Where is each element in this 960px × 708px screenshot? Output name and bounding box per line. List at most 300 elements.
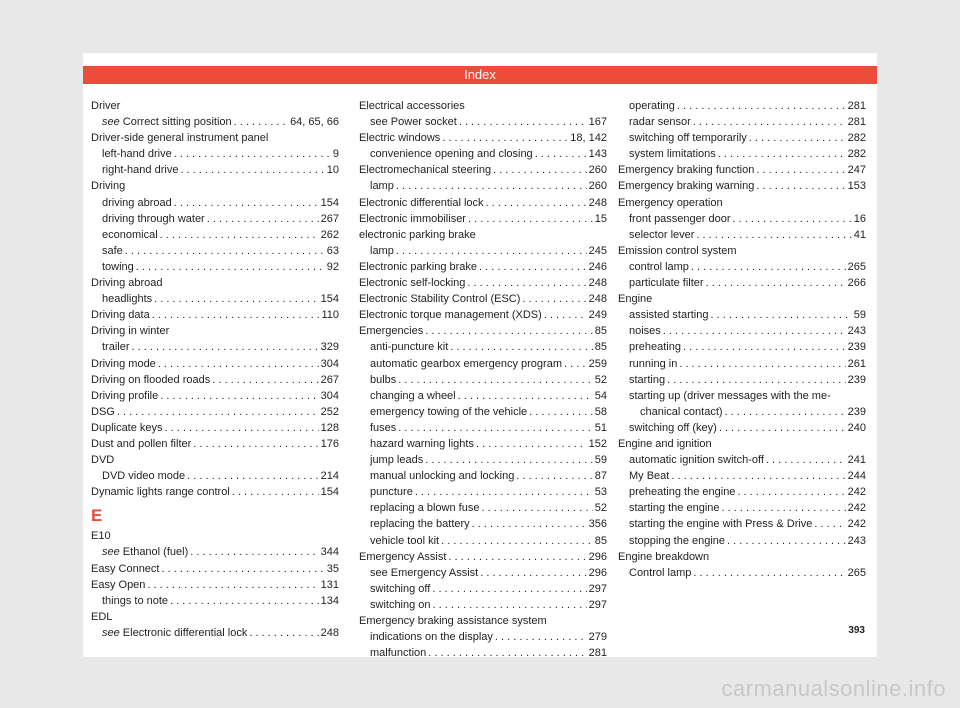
index-subentry	[359, 356, 607, 372]
index-entry	[618, 178, 866, 194]
leader-dots	[522, 291, 586, 307]
entry-text: trailer	[102, 341, 130, 354]
index-entry	[359, 323, 607, 339]
index-subentry	[618, 259, 866, 275]
entry-label	[618, 178, 754, 194]
leader-dots	[396, 178, 587, 194]
leader-dots	[415, 484, 593, 500]
entry-label	[102, 593, 168, 609]
leader-dots	[467, 275, 586, 291]
index-entry	[359, 98, 607, 114]
index-subentry	[618, 356, 866, 372]
leader-dots	[667, 372, 846, 388]
index-subentry	[618, 420, 866, 436]
entry-page-ref: 16	[853, 212, 866, 225]
entry-text: Electronic self-locking	[359, 277, 466, 290]
leader-dots	[737, 484, 845, 500]
entry-text: Driver	[91, 100, 121, 112]
entry-label	[618, 549, 709, 565]
entry-text: fuses	[370, 421, 397, 434]
entry-page-ref: 58	[594, 405, 607, 418]
entry-page-ref: 259	[588, 357, 607, 370]
leader-dots	[249, 625, 318, 641]
leader-dots	[663, 323, 846, 339]
entry-page-ref: 85	[594, 534, 607, 547]
entry-text: Emission control system	[618, 244, 737, 257]
index-subentry	[618, 146, 866, 162]
leader-dots	[165, 420, 319, 436]
leader-dots	[398, 372, 592, 388]
entry-text: Electronic differential lock	[119, 626, 248, 639]
entry-text: switching off (key)	[629, 421, 717, 434]
entry-text: system limitations	[629, 148, 716, 161]
entry-label	[629, 227, 694, 243]
entry-label	[370, 243, 394, 259]
index-subentry	[91, 146, 339, 162]
index-entry	[91, 452, 339, 468]
entry-label	[618, 291, 652, 307]
leader-dots	[486, 195, 587, 211]
index-subentry	[618, 468, 866, 484]
entry-text: Engine breakdown	[618, 550, 710, 563]
index-subentry	[359, 581, 607, 597]
index-page	[83, 53, 877, 660]
entry-label	[91, 178, 125, 194]
index-subentry	[618, 388, 866, 404]
entry-page-ref: 54	[594, 389, 607, 402]
entry-text: towing	[102, 260, 134, 273]
entry-text: Electromechanical steering	[359, 164, 492, 177]
index-subentry	[618, 484, 866, 500]
entry-label	[359, 227, 476, 243]
leader-dots	[170, 593, 319, 609]
leader-dots	[174, 195, 319, 211]
entry-text: Emergency operation	[618, 196, 723, 209]
entry-page-ref: 63	[326, 244, 339, 257]
entry-label	[91, 388, 158, 404]
entry-page-ref: 154	[320, 196, 339, 209]
entry-label	[629, 533, 725, 549]
entry-label	[370, 404, 527, 420]
entry-text: switching off	[370, 582, 431, 595]
entry-text: control lamp	[629, 260, 689, 273]
entry-label	[359, 275, 465, 291]
entry-page-ref: 51	[594, 421, 607, 434]
entry-label	[359, 291, 520, 307]
entry-page-ref: 265	[847, 260, 866, 273]
leader-dots	[493, 162, 587, 178]
entry-label	[91, 307, 150, 323]
index-subentry	[359, 146, 607, 162]
index-subentry	[359, 533, 607, 549]
entry-text: hazard warning lights	[370, 437, 474, 450]
leader-dots	[476, 436, 587, 452]
entry-label	[629, 307, 708, 323]
entry-text: operating	[629, 100, 675, 112]
index-entry	[91, 388, 339, 404]
entry-text: left-hand drive	[102, 148, 172, 161]
entry-text: stopping the engine	[629, 534, 726, 547]
index-subentry	[91, 195, 339, 211]
entry-label	[102, 625, 247, 641]
entry-text: Driver-side general instrument panel	[91, 132, 269, 145]
leader-dots	[174, 146, 331, 162]
entry-text: Dynamic lights range control	[91, 486, 230, 499]
index-entry	[618, 243, 866, 259]
index-subentry	[91, 227, 339, 243]
entry-page-ref: 245	[588, 244, 607, 257]
index-subentry	[359, 404, 607, 420]
entry-text: replacing a blown fuse	[370, 502, 480, 515]
entry-label	[629, 468, 669, 484]
entry-page-ref: 110	[321, 309, 339, 322]
leader-dots	[425, 323, 593, 339]
entry-text: starting	[629, 373, 666, 386]
index-entry	[91, 307, 339, 323]
entry-page-ref: 239	[847, 341, 866, 354]
entry-label	[618, 162, 754, 178]
index-subentry	[359, 452, 607, 468]
leader-dots	[125, 243, 325, 259]
leader-dots	[679, 356, 845, 372]
index-entry	[91, 130, 339, 146]
entry-label	[629, 259, 689, 275]
index-entry	[359, 613, 607, 629]
entry-label	[629, 146, 716, 162]
leader-dots	[396, 243, 587, 259]
entry-page-ref: 242	[847, 518, 866, 531]
entry-page-ref: 143	[588, 148, 607, 161]
entry-label	[618, 195, 723, 211]
entry-page-ref: 214	[320, 470, 339, 483]
entry-text: Correct sitting position	[119, 116, 232, 129]
entry-page-ref: 9	[332, 148, 339, 161]
index-entry	[91, 356, 339, 372]
index-subentry	[359, 372, 607, 388]
entry-page-ref: 59	[853, 309, 866, 322]
entry-text: Driving profile	[91, 389, 159, 402]
entry-text: vehicle tool kit	[370, 534, 440, 547]
entry-text: E10	[91, 530, 111, 543]
leader-dots	[472, 516, 587, 532]
index-entry	[618, 291, 866, 307]
entry-page-ref: 85	[594, 325, 607, 338]
index-subentry	[91, 162, 339, 178]
index-entry	[359, 227, 607, 243]
entry-page-ref: 240	[847, 421, 866, 434]
entry-text: Electronic torque management (XDS)	[359, 309, 542, 322]
entry-label	[359, 162, 491, 178]
index-entry	[91, 323, 339, 339]
entry-text: manual unlocking and locking	[370, 470, 515, 483]
entry-label	[629, 211, 731, 227]
entry-label	[91, 420, 163, 436]
leader-dots	[450, 339, 592, 355]
entry-label	[370, 339, 448, 355]
entry-page-ref: 297	[588, 582, 607, 595]
entry-page-ref: 297	[588, 598, 607, 611]
entry-text: Driving data	[91, 309, 150, 322]
entry-page-ref: 267	[320, 212, 339, 225]
index-entry	[359, 549, 607, 565]
leader-dots	[117, 404, 319, 420]
entry-label	[91, 356, 156, 372]
leader-dots	[190, 544, 318, 560]
entry-text: Dust and pollen filter	[91, 437, 192, 450]
index-subentry	[618, 307, 866, 323]
entry-text: right-hand drive	[102, 164, 179, 177]
entry-text: Engine	[618, 293, 653, 306]
see-reference: see	[102, 546, 120, 559]
entry-text: DVD	[91, 454, 115, 467]
entry-text: radar sensor	[629, 116, 691, 129]
see-reference: see	[102, 626, 120, 639]
index-subentry	[359, 645, 607, 661]
entry-label	[629, 323, 661, 339]
entry-label	[370, 372, 396, 388]
index-entry	[91, 98, 339, 114]
entry-page-ref: 10	[326, 164, 339, 177]
leader-dots	[479, 259, 587, 275]
entry-text: Driving mode	[91, 357, 156, 370]
entry-label	[91, 452, 114, 468]
index-entry	[91, 561, 339, 577]
entry-text: Electrical accessories	[359, 100, 465, 112]
entry-label	[370, 484, 413, 500]
index-entry	[359, 195, 607, 211]
index-subentry	[359, 243, 607, 259]
index-subentry	[359, 420, 607, 436]
index-entry	[91, 484, 339, 500]
entry-page-ref: 35	[326, 562, 339, 575]
index-subentry	[618, 275, 866, 291]
index-entry	[91, 404, 339, 420]
entry-label	[629, 420, 717, 436]
entry-page-ref: 281	[847, 100, 866, 112]
index-subentry	[359, 597, 607, 613]
entry-page-ref: 281	[588, 647, 607, 660]
index-entry	[91, 275, 339, 291]
entry-text: switching off temporarily	[629, 132, 747, 145]
entry-label	[370, 420, 396, 436]
entry-text: particulate filter	[629, 277, 704, 290]
entry-label	[91, 436, 191, 452]
entry-text: bulbs	[370, 373, 397, 386]
entry-label	[370, 565, 478, 581]
index-entry	[359, 162, 607, 178]
entry-label	[618, 243, 737, 259]
entry-text: see Power socket	[370, 116, 457, 129]
entry-page-ref: 53	[594, 486, 607, 499]
entry-text: Driving on flooded roads	[91, 373, 211, 386]
entry-label	[91, 528, 111, 544]
entry-text: starting the engine	[629, 502, 720, 515]
entry-text: Ethanol (fuel)	[119, 546, 189, 559]
index-subentry	[91, 625, 339, 641]
leader-dots	[158, 356, 319, 372]
leader-dots	[719, 420, 846, 436]
entry-text: Electric windows	[359, 132, 441, 145]
leader-dots	[468, 211, 593, 227]
entry-text: Electronic Stability Control (ESC)	[359, 293, 521, 306]
entry-label	[91, 98, 120, 114]
entry-page-ref: 267	[320, 373, 339, 386]
entry-label	[370, 146, 533, 162]
index-subentry	[91, 114, 339, 130]
entry-label	[370, 597, 431, 613]
index-entry	[91, 528, 339, 544]
entry-text: automatic gearbox emergency program	[370, 357, 562, 370]
leader-dots	[683, 339, 846, 355]
entry-label	[91, 484, 230, 500]
entry-text: driving abroad	[102, 196, 172, 209]
index-subentry	[359, 500, 607, 516]
index-subentry	[618, 500, 866, 516]
index-entry	[618, 195, 866, 211]
entry-page-ref: 64, 65, 66	[290, 116, 339, 129]
entry-label	[629, 500, 720, 516]
leader-dots	[459, 114, 587, 130]
index-entry	[359, 211, 607, 227]
entry-label	[629, 130, 747, 146]
leader-dots	[398, 420, 592, 436]
entry-page-ref: 248	[588, 196, 607, 209]
entry-text: preheating the engine	[629, 486, 736, 499]
entry-label	[359, 259, 477, 275]
entry-text: Easy Connect	[91, 562, 160, 575]
index-section-letter: E	[91, 506, 103, 526]
entry-label	[359, 307, 542, 323]
leader-dots	[516, 468, 592, 484]
entry-text: starting up (driver messages with the me-	[629, 389, 831, 402]
entry-page-ref: 282	[847, 148, 866, 161]
leader-dots	[722, 500, 846, 516]
entry-text: malfunction	[370, 647, 427, 660]
leader-dots	[212, 372, 318, 388]
entry-text: noises	[629, 325, 661, 338]
header-title: Index	[464, 67, 496, 82]
entry-text: assisted starting	[629, 309, 709, 322]
entry-page-ref: 15	[594, 212, 607, 225]
entry-text: EDL	[91, 610, 113, 623]
leader-dots	[725, 404, 846, 420]
entry-label	[370, 516, 470, 532]
entry-label	[91, 609, 112, 625]
leader-dots	[433, 597, 587, 613]
index-subentry	[91, 211, 339, 227]
entry-label	[102, 162, 178, 178]
entry-label	[91, 130, 268, 146]
leader-dots	[749, 130, 846, 146]
entry-label	[102, 227, 158, 243]
index-subentry	[359, 339, 607, 355]
entry-page-ref: 296	[588, 566, 607, 579]
leader-dots	[814, 516, 845, 532]
index-subentry	[359, 516, 607, 532]
entry-page-ref: 304	[320, 357, 339, 370]
entry-page-ref: 18, 142	[570, 132, 607, 145]
index-subentry	[618, 227, 866, 243]
entry-text: automatic ignition switch-off	[629, 454, 764, 467]
entry-text: Emergency braking warning	[618, 180, 755, 193]
leader-dots	[693, 114, 846, 130]
index-subentry	[618, 452, 866, 468]
leader-dots	[161, 561, 324, 577]
index-subentry	[91, 593, 339, 609]
entry-text: electronic parking brake	[359, 228, 476, 241]
entry-text: changing a wheel	[370, 389, 456, 402]
entry-label	[102, 195, 172, 211]
entry-text: puncture	[370, 486, 413, 499]
entry-page-ref: 252	[320, 405, 339, 418]
entry-label	[629, 388, 831, 404]
entry-label	[370, 581, 430, 597]
entry-page-ref: 248	[320, 626, 339, 639]
entry-page-ref: 239	[847, 405, 866, 418]
index-column-3	[618, 98, 866, 581]
entry-page-ref: 356	[588, 518, 607, 531]
entry-text: Driving in winter	[91, 325, 170, 338]
entry-page-ref: 260	[588, 180, 607, 193]
leader-dots	[147, 577, 318, 593]
entry-page-ref: 52	[594, 502, 607, 515]
entry-page-ref: 296	[588, 550, 607, 563]
entry-text: Emergency braking function	[618, 164, 755, 177]
index-entry	[91, 420, 339, 436]
leader-dots	[234, 114, 288, 130]
entry-page-ref: 281	[847, 116, 866, 129]
entry-page-ref: 176	[320, 437, 339, 450]
page-header	[83, 66, 877, 84]
index-subentry	[359, 468, 607, 484]
entry-text: Driving	[91, 180, 126, 193]
leader-dots	[706, 275, 846, 291]
index-subentry	[618, 211, 866, 227]
index-subentry	[359, 565, 607, 581]
entry-page-ref: 154	[320, 486, 339, 499]
entry-label	[102, 468, 185, 484]
index-subentry	[618, 339, 866, 355]
entry-page-ref: 243	[847, 534, 866, 547]
leader-dots	[193, 436, 318, 452]
leader-dots	[442, 130, 568, 146]
entry-label	[91, 577, 145, 593]
leader-dots	[132, 339, 319, 355]
leader-dots	[693, 565, 845, 581]
index-subentry	[618, 372, 866, 388]
leader-dots	[160, 388, 318, 404]
entry-label	[629, 372, 665, 388]
index-entry	[359, 275, 607, 291]
entry-text: Control lamp	[629, 566, 692, 579]
entry-page-ref: 153	[847, 180, 866, 193]
leader-dots	[710, 307, 851, 323]
leader-dots	[671, 468, 845, 484]
leader-dots	[160, 227, 319, 243]
entry-text: Easy Open	[91, 578, 146, 591]
entry-label	[91, 323, 169, 339]
entry-page-ref: 87	[594, 470, 607, 483]
leader-dots	[448, 549, 586, 565]
entry-page-ref: 85	[594, 341, 607, 354]
index-subentry	[359, 436, 607, 452]
index-subentry	[618, 516, 866, 532]
entry-text: lamp	[370, 244, 394, 257]
index-subentry	[618, 533, 866, 549]
entry-text: replacing the battery	[370, 518, 470, 531]
index-subentry	[359, 484, 607, 500]
page-number: 393	[848, 625, 865, 636]
